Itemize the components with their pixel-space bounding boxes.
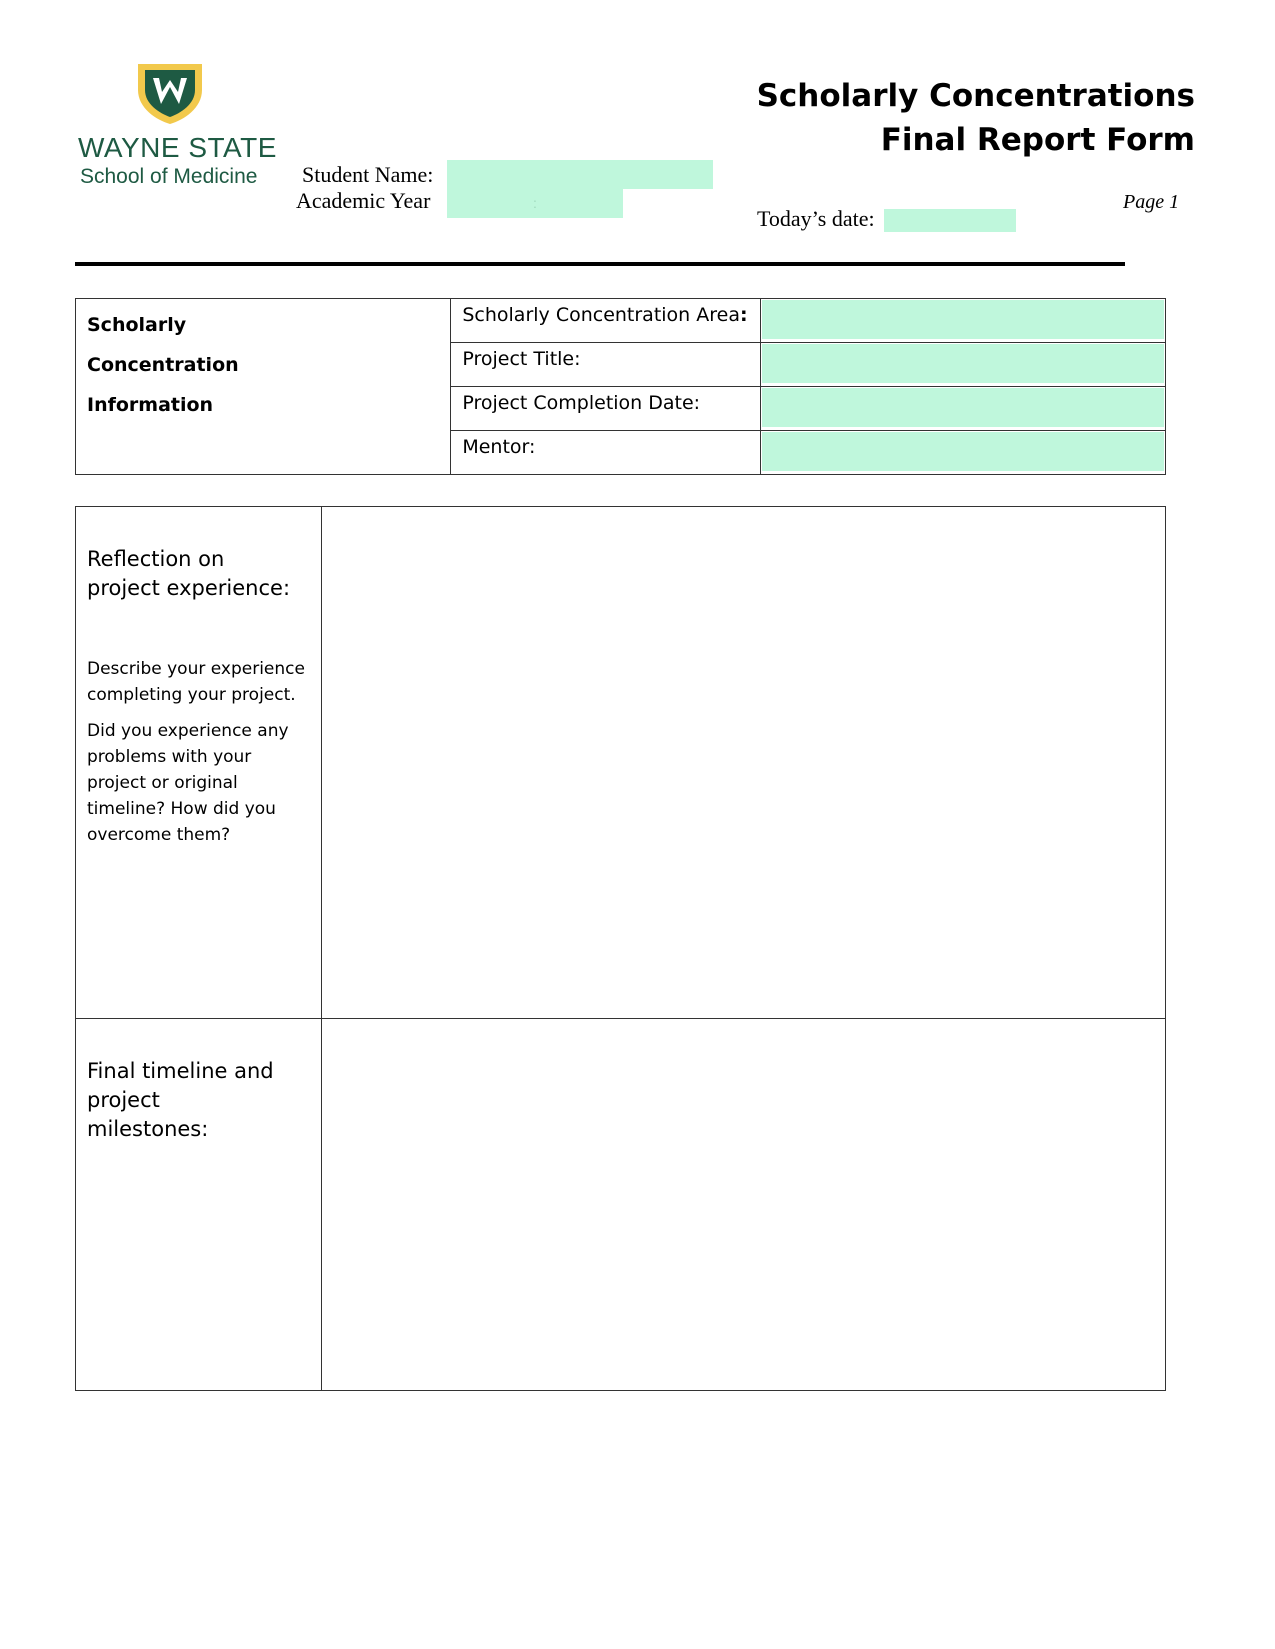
header-divider <box>75 262 1125 266</box>
timeline-heading: Final timeline and project milestones: <box>87 1059 274 1141</box>
completion-date-label: Project Completion Date: <box>451 387 760 431</box>
reflection-table <box>75 506 1166 1391</box>
reflection-prompt-1: Describe your experience completing your project. <box>87 659 305 705</box>
academic-year-separator: : <box>533 195 537 211</box>
academic-year-label: Academic Year <box>296 188 431 213</box>
reflection-prompt-2: Did you experience any problems with your project or original timeline? How did you overcome them? <box>87 721 289 845</box>
reflection-heading: Reflection on project experience: <box>87 547 291 600</box>
concentration-info-table <box>75 298 1166 475</box>
shield-icon <box>134 60 206 126</box>
project-title-field[interactable] <box>762 344 1164 383</box>
timeline-prompt-cell <box>76 1019 322 1391</box>
logo-name: WAYNE STATE <box>78 132 277 163</box>
reflection-prompt-cell <box>76 507 322 1019</box>
info-heading-line1: Scholarly <box>87 314 187 336</box>
completion-date-field[interactable] <box>762 388 1164 427</box>
info-section-heading <box>76 299 451 475</box>
project-title-label: Project Title: <box>451 343 760 387</box>
concentration-area-field[interactable] <box>762 300 1164 339</box>
logo <box>78 60 277 190</box>
todays-date-field[interactable] <box>884 209 1016 232</box>
concentration-area-label: Scholarly Concentration Area: <box>451 299 760 343</box>
academic-year-field[interactable] <box>447 189 623 218</box>
student-name-field[interactable] <box>447 160 713 189</box>
student-name-label: Student Name: <box>302 162 434 187</box>
info-heading-line2: Concentration <box>87 354 239 376</box>
form-title-line1: Scholarly Concentrations <box>756 78 1195 114</box>
info-heading-line3: Information <box>87 394 214 416</box>
logo-school: School of Medicine <box>80 165 258 188</box>
form-title-line2: Final Report Form <box>880 122 1195 158</box>
mentor-field[interactable] <box>762 432 1164 471</box>
todays-date-label: Today’s date: <box>757 206 875 231</box>
form-title <box>757 74 1195 162</box>
mentor-label: Mentor: <box>451 431 760 475</box>
page-number: Page 1 <box>1123 191 1180 213</box>
